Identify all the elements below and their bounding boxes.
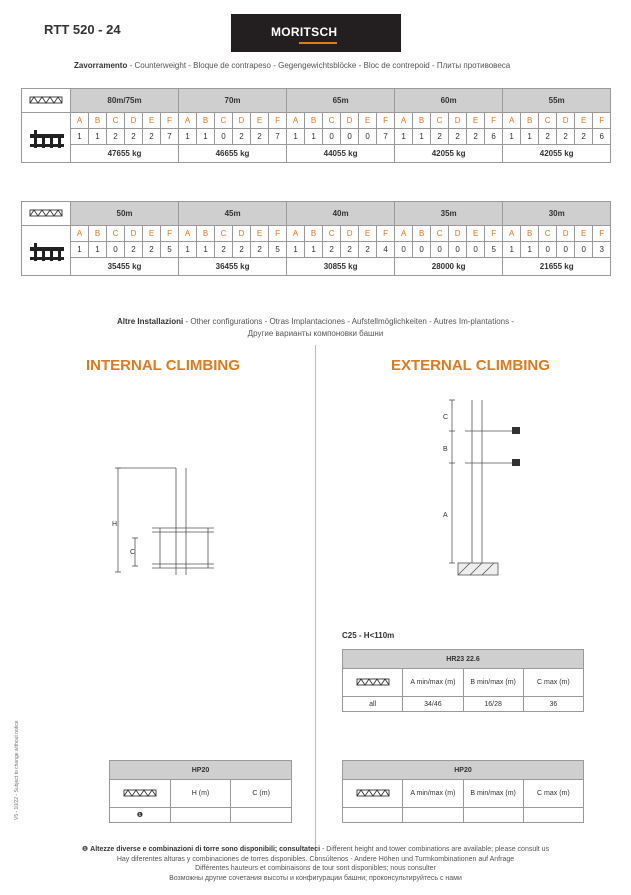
col-a-header: A min/max (m)	[403, 669, 463, 697]
col-b-header: B min/max (m)	[463, 669, 523, 697]
ballast-count: 1	[197, 242, 215, 258]
ballast-count: 5	[485, 242, 503, 258]
ballast-count: 0	[431, 242, 449, 258]
ballast-letter: C	[431, 226, 449, 242]
ballast-letter: D	[125, 226, 143, 242]
ballast-letter: E	[575, 226, 593, 242]
total-weight: 36455 kg	[179, 258, 287, 276]
ballast-letter: D	[449, 226, 467, 242]
ballast-count: 2	[143, 242, 161, 258]
ballast-letter: F	[377, 113, 395, 129]
external-climbing-table-hr23	[342, 649, 584, 712]
ballast-count: 1	[71, 242, 89, 258]
external-c-label: C	[443, 414, 449, 421]
jib-icon-cell	[22, 89, 71, 113]
jib-length-header: 65m	[287, 89, 395, 113]
ballast-count: 2	[449, 129, 467, 145]
ballast-count: 2	[359, 242, 377, 258]
ballast-letter: B	[521, 113, 539, 129]
ballast-letter: B	[89, 113, 107, 129]
footer-note	[0, 845, 631, 883]
ballast-letter: E	[575, 113, 593, 129]
col-c-header: C max (m)	[523, 780, 583, 808]
jib-length-header: 50m	[71, 202, 179, 226]
ballast-letter: E	[143, 113, 161, 129]
ballast-count: 0	[215, 129, 233, 145]
ballast-letter: A	[287, 226, 305, 242]
ballast-letter: C	[539, 113, 557, 129]
ballast-letter: C	[107, 113, 125, 129]
col-h-header: H (m)	[170, 780, 231, 808]
ballast-count: 2	[233, 129, 251, 145]
ballast-count: 2	[251, 129, 269, 145]
total-weight: 35455 kg	[71, 258, 179, 276]
model-title: RTT 520 - 24	[44, 22, 121, 37]
ballast-letter: B	[413, 113, 431, 129]
ballast-count: 1	[305, 129, 323, 145]
alt-installations-title	[0, 316, 631, 328]
ballast-count: 0	[107, 242, 125, 258]
alt-title-bold: Altre Installazioni	[116, 317, 184, 326]
alt-installations-russian: Другие варианты компоновки башни	[247, 329, 384, 338]
ballast-count: 2	[251, 242, 269, 258]
ballast-count: 1	[413, 129, 431, 145]
ballast-letter: B	[197, 226, 215, 242]
ballast-letter: F	[377, 226, 395, 242]
ballast-letter: A	[395, 226, 413, 242]
ballast-letter: C	[107, 226, 125, 242]
ballast-letter: A	[503, 226, 521, 242]
ballast-letter: F	[485, 113, 503, 129]
total-weight: 30855 kg	[287, 258, 395, 276]
ballast-letter: B	[521, 226, 539, 242]
row-a-value: 34/46	[403, 697, 463, 712]
ballast-count: 2	[107, 129, 125, 145]
ballast-letter: F	[161, 113, 179, 129]
total-weight: 28000 kg	[395, 258, 503, 276]
ballast-letter: A	[179, 226, 197, 242]
info-icon: ❶	[81, 846, 89, 853]
counterweight-subtitle	[74, 61, 510, 70]
jib-icon-cell	[343, 669, 403, 697]
col-b-header: B min/max (m)	[463, 780, 523, 808]
counterweight-crane-icon	[28, 122, 64, 152]
jib-length-header: 45m	[179, 202, 287, 226]
ballast-count: 1	[89, 242, 107, 258]
ballast-letter: C	[539, 226, 557, 242]
ballast-letter: A	[287, 113, 305, 129]
ballast-letter: E	[359, 113, 377, 129]
ballast-count: 7	[161, 129, 179, 145]
jib-length-header: 80m/75m	[71, 89, 179, 113]
row-b-value: 16/28	[463, 697, 523, 712]
counterweight-translations: - Counterweight - Bloque de contrapeso - Gegengewichtsblöcke - Bloc de contrepoid - Плиты противовеса	[127, 61, 511, 70]
col-a-header: A min/max (m)	[403, 780, 463, 808]
footer-bold: Altezze diverse e combinazioni di torre sono disponibili; consultateci	[90, 846, 321, 853]
ballast-letter: D	[449, 113, 467, 129]
ballast-letter: D	[557, 113, 575, 129]
ballast-count: 2	[323, 242, 341, 258]
ballast-count: 4	[377, 242, 395, 258]
internal-climbing-diagram	[100, 460, 230, 585]
ballast-count: 2	[467, 129, 485, 145]
jib-length-header: 70m	[179, 89, 287, 113]
ballast-count: 0	[323, 129, 341, 145]
ballast-letter: D	[233, 113, 251, 129]
ballast-letter: B	[413, 226, 431, 242]
ballast-count: 0	[449, 242, 467, 258]
ballast-count: 1	[395, 129, 413, 145]
ballast-count: 1	[179, 242, 197, 258]
jib-truss-icon	[123, 787, 157, 799]
crane-icon-cell	[22, 113, 71, 163]
total-weight: 47655 kg	[71, 145, 179, 163]
ballast-letter: F	[161, 226, 179, 242]
jib-truss-icon	[29, 94, 63, 106]
ballast-count: 1	[521, 129, 539, 145]
hp20-internal-header: HP20	[110, 761, 292, 780]
ballast-letter: A	[503, 113, 521, 129]
total-weight: 21655 kg	[503, 258, 611, 276]
ballast-count: 5	[161, 242, 179, 258]
ballast-letter: C	[323, 113, 341, 129]
ballast-letter: D	[233, 226, 251, 242]
moritsch-logo	[231, 14, 401, 52]
ballast-count: 0	[557, 242, 575, 258]
jib-length-header: 40m	[287, 202, 395, 226]
external-b-label: B	[443, 446, 448, 453]
crane-icon-cell	[22, 226, 71, 276]
ballast-letter: C	[215, 113, 233, 129]
total-weight: 46655 kg	[179, 145, 287, 163]
row-c-value: 36	[523, 697, 583, 712]
jib-truss-icon	[29, 207, 63, 219]
ballast-count: 1	[197, 129, 215, 145]
alt-title-translations: - Other configurations - Otras Implantaciones - Aufstellmöglichkeiten - Autres Im-plantations -	[183, 317, 515, 326]
ballast-letter: E	[359, 226, 377, 242]
jib-icon-cell	[22, 202, 71, 226]
ballast-count: 7	[377, 129, 395, 145]
ballast-count: 2	[341, 242, 359, 258]
logo-text: MORITSCH	[271, 25, 338, 39]
hp20-external-header: HP20	[343, 761, 584, 780]
version-note: V5 - 10/22 - Subject to change without notice	[14, 720, 20, 820]
jib-truss-icon	[356, 676, 390, 688]
jib-icon-cell	[343, 780, 403, 808]
ballast-count: 2	[431, 129, 449, 145]
ballast-letter: A	[179, 113, 197, 129]
ballast-letter: F	[269, 113, 287, 129]
jib-length-header: 35m	[395, 202, 503, 226]
counterweight-title: Zavorramento	[74, 61, 128, 70]
col-c-header: C max (m)	[523, 669, 583, 697]
ballast-letter: B	[305, 113, 323, 129]
ballast-letter: A	[71, 226, 89, 242]
ballast-count: 2	[125, 242, 143, 258]
empty-cell	[403, 808, 463, 823]
ballast-letter: D	[557, 226, 575, 242]
footer-line-1	[0, 845, 631, 855]
ballast-count: 1	[503, 242, 521, 258]
external-a-label: A	[443, 512, 448, 519]
ballast-letter: F	[593, 113, 611, 129]
empty-cell	[231, 808, 292, 823]
column-divider	[315, 345, 316, 860]
ballast-letter: F	[269, 226, 287, 242]
ballast-count: 0	[575, 242, 593, 258]
ballast-count: 2	[539, 129, 557, 145]
ballast-count: 2	[143, 129, 161, 145]
ballast-letter: E	[251, 226, 269, 242]
hr23-header: HR23 22.6	[343, 650, 584, 669]
ballast-letter: B	[89, 226, 107, 242]
internal-h-label: H	[112, 521, 118, 528]
ballast-letter: B	[197, 113, 215, 129]
info-icon: ❶	[110, 808, 171, 823]
ballast-count: 3	[593, 242, 611, 258]
ballast-count: 1	[179, 129, 197, 145]
counterweight-table-1	[21, 88, 611, 163]
ballast-count: 0	[413, 242, 431, 258]
ballast-letter: F	[593, 226, 611, 242]
total-weight: 42055 kg	[503, 145, 611, 163]
ballast-letter: E	[143, 226, 161, 242]
ballast-letter: D	[341, 113, 359, 129]
ballast-letter: F	[485, 226, 503, 242]
ballast-count: 1	[503, 129, 521, 145]
counterweight-table-2	[21, 201, 611, 276]
ballast-count: 1	[71, 129, 89, 145]
jib-length-header: 60m	[395, 89, 503, 113]
ballast-count: 6	[593, 129, 611, 145]
external-climbing-table-hp20	[342, 760, 584, 823]
ballast-letter: E	[467, 226, 485, 242]
ballast-count: 1	[305, 242, 323, 258]
ballast-count: 0	[395, 242, 413, 258]
footer-english: - Different height and tower combinations are available; please consult us	[320, 846, 550, 853]
ballast-count: 7	[269, 129, 287, 145]
ballast-letter: C	[215, 226, 233, 242]
ballast-count: 5	[269, 242, 287, 258]
empty-cell	[343, 808, 403, 823]
ballast-count: 2	[575, 129, 593, 145]
ballast-count: 0	[467, 242, 485, 258]
ballast-count: 2	[557, 129, 575, 145]
ballast-count: 0	[539, 242, 557, 258]
ballast-count: 2	[233, 242, 251, 258]
empty-cell	[170, 808, 231, 823]
footer-line-2: Hay diferentes alturas y combinaciones de torres disponibles. Consúltenos - Andere Höhen und Turmkombinationen auf Anfrage	[116, 855, 515, 863]
empty-cell	[523, 808, 583, 823]
jib-length-header: 55m	[503, 89, 611, 113]
ballast-count: 1	[89, 129, 107, 145]
external-climbing-diagram	[440, 395, 530, 585]
internal-climbing-table-hp20	[109, 760, 292, 823]
ballast-letter: A	[71, 113, 89, 129]
ballast-letter: D	[125, 113, 143, 129]
footer-line-3: Différentes hauteurs et combinaisons de tour sont disponibles; nous consulter	[195, 865, 436, 872]
ballast-letter: E	[251, 113, 269, 129]
ballast-count: 1	[287, 242, 305, 258]
ballast-letter: B	[305, 226, 323, 242]
ballast-count: 2	[125, 129, 143, 145]
internal-c-label: C	[130, 549, 136, 556]
counterweight-crane-icon	[28, 235, 64, 265]
c25-label: C25 - H<110m	[342, 631, 395, 640]
row-config: all	[343, 697, 403, 712]
ballast-count: 1	[521, 242, 539, 258]
ballast-letter: C	[431, 113, 449, 129]
external-climbing-title: EXTERNAL CLIMBING	[391, 357, 550, 374]
col-c-header: C (m)	[231, 780, 292, 808]
total-weight: 42055 kg	[395, 145, 503, 163]
total-weight: 44055 kg	[287, 145, 395, 163]
footer-line-4: Возможны другие сочетания высоты и конфигурации башни; проконсультируйтесь с нами	[169, 874, 462, 882]
ballast-letter: E	[467, 113, 485, 129]
ballast-count: 0	[359, 129, 377, 145]
ballast-count: 1	[287, 129, 305, 145]
jib-length-header: 30m	[503, 202, 611, 226]
ballast-count: 2	[215, 242, 233, 258]
empty-cell	[463, 808, 523, 823]
jib-truss-icon	[356, 787, 390, 799]
ballast-letter: A	[395, 113, 413, 129]
ballast-count: 6	[485, 129, 503, 145]
ballast-count: 0	[341, 129, 359, 145]
logo-accent-bar	[299, 42, 337, 44]
ballast-letter: C	[323, 226, 341, 242]
internal-climbing-title: INTERNAL CLIMBING	[86, 357, 240, 374]
ballast-letter: D	[341, 226, 359, 242]
jib-icon-cell	[110, 780, 171, 808]
